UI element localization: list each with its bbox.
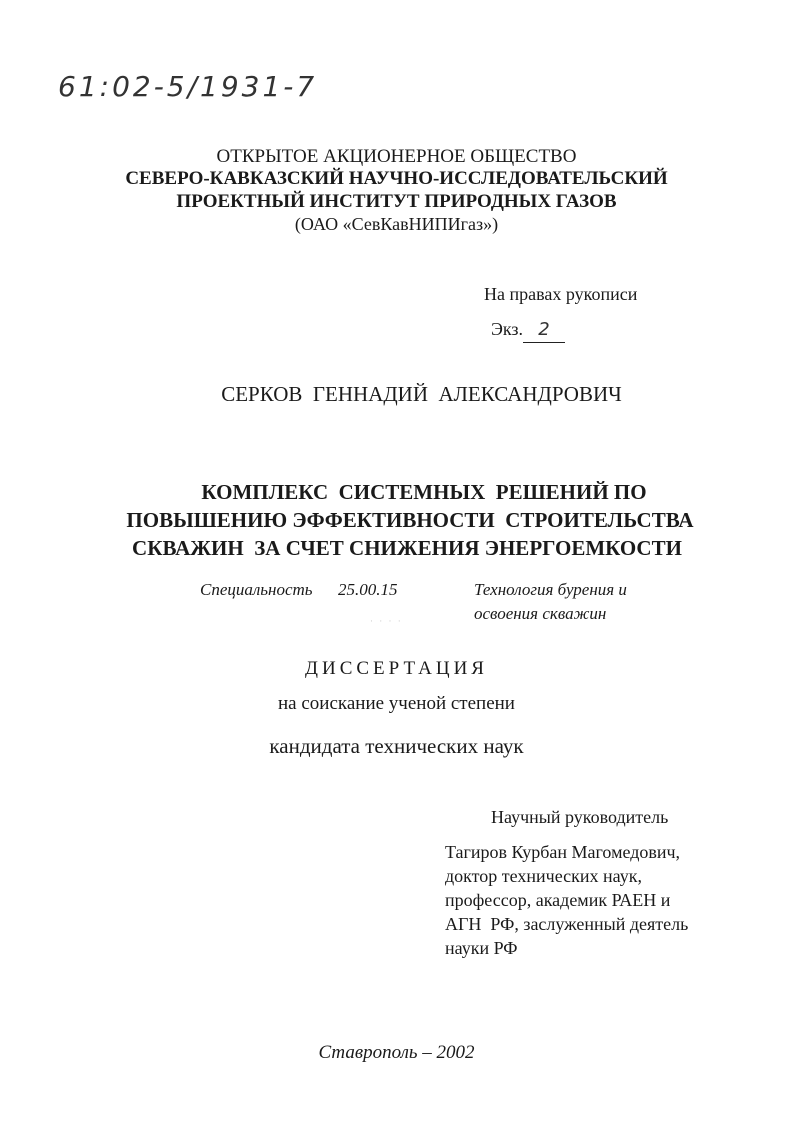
supervisor-degree: доктор технических наук, bbox=[445, 866, 642, 886]
dissertation-heading: ДИССЕРТАЦИЯ bbox=[305, 658, 488, 679]
copy-label: Экз. bbox=[491, 319, 524, 339]
organization-name-line1: СЕВЕРО-КАВКАЗСКИЙ НАУЧНО-ИССЛЕДОВАТЕЛЬСКИЙ bbox=[125, 168, 668, 189]
degree-purpose: на соискание ученой степени bbox=[278, 693, 515, 714]
copy-number: 2 bbox=[523, 318, 565, 343]
dissertation-title bbox=[100, 478, 720, 562]
title-line-2: ПОВЫШЕНИЮ ЭФФЕКТИВНОСТИ СТРОИТЕЛЬСТВА bbox=[126, 508, 694, 532]
supervisor-heading: Научный руководитель bbox=[491, 807, 669, 827]
title-line-3: СКВАЖИН ЗА СЧЕТ СНИЖЕНИЯ ЭНЕРГОЕМКОСТИ bbox=[132, 536, 682, 560]
city-year: Ставрополь – 2002 bbox=[318, 1042, 475, 1063]
supervisor-name: Тагиров Курбан Магомедович, bbox=[445, 842, 681, 862]
specialty-name-line1: Технология бурения и bbox=[474, 580, 627, 599]
manuscript-rights: На правах рукописи bbox=[484, 284, 638, 304]
degree-name: кандидата технических наук bbox=[269, 734, 524, 758]
author-name: СЕРКОВ ГЕННАДИЙ АЛЕКСАНДРОВИЧ bbox=[221, 382, 622, 406]
supervisor-title: профессор, академик РАЕН и bbox=[445, 890, 671, 910]
specialty-label: Специальность bbox=[200, 580, 313, 599]
supervisor-honor-end: науки РФ bbox=[445, 938, 518, 958]
title-line-1: КОМПЛЕКС СИСТЕМНЫХ РЕШЕНИЙ ПО bbox=[201, 480, 647, 504]
archive-number: 61:02-5/1931-7 bbox=[58, 70, 318, 103]
specialty-name-line2: освоения скважин bbox=[474, 604, 607, 623]
organization-name-line2: ПРОЕКТНЫЙ ИНСТИТУТ ПРИРОДНЫХ ГАЗОВ bbox=[176, 191, 617, 212]
supervisor-details bbox=[445, 840, 688, 960]
organization-type: ОТКРЫТОЕ АКЦИОНЕРНОЕ ОБЩЕСТВО bbox=[216, 146, 577, 167]
organization-abbr: (ОАО «СевКавНИПИгаз») bbox=[294, 214, 499, 234]
supervisor-honor: АГН РФ, заслуженный деятель bbox=[445, 914, 689, 934]
specialty-code: 25.00.15 bbox=[338, 580, 398, 599]
copy-number-row bbox=[491, 317, 565, 343]
stamp-trace: · · · · bbox=[370, 616, 403, 626]
